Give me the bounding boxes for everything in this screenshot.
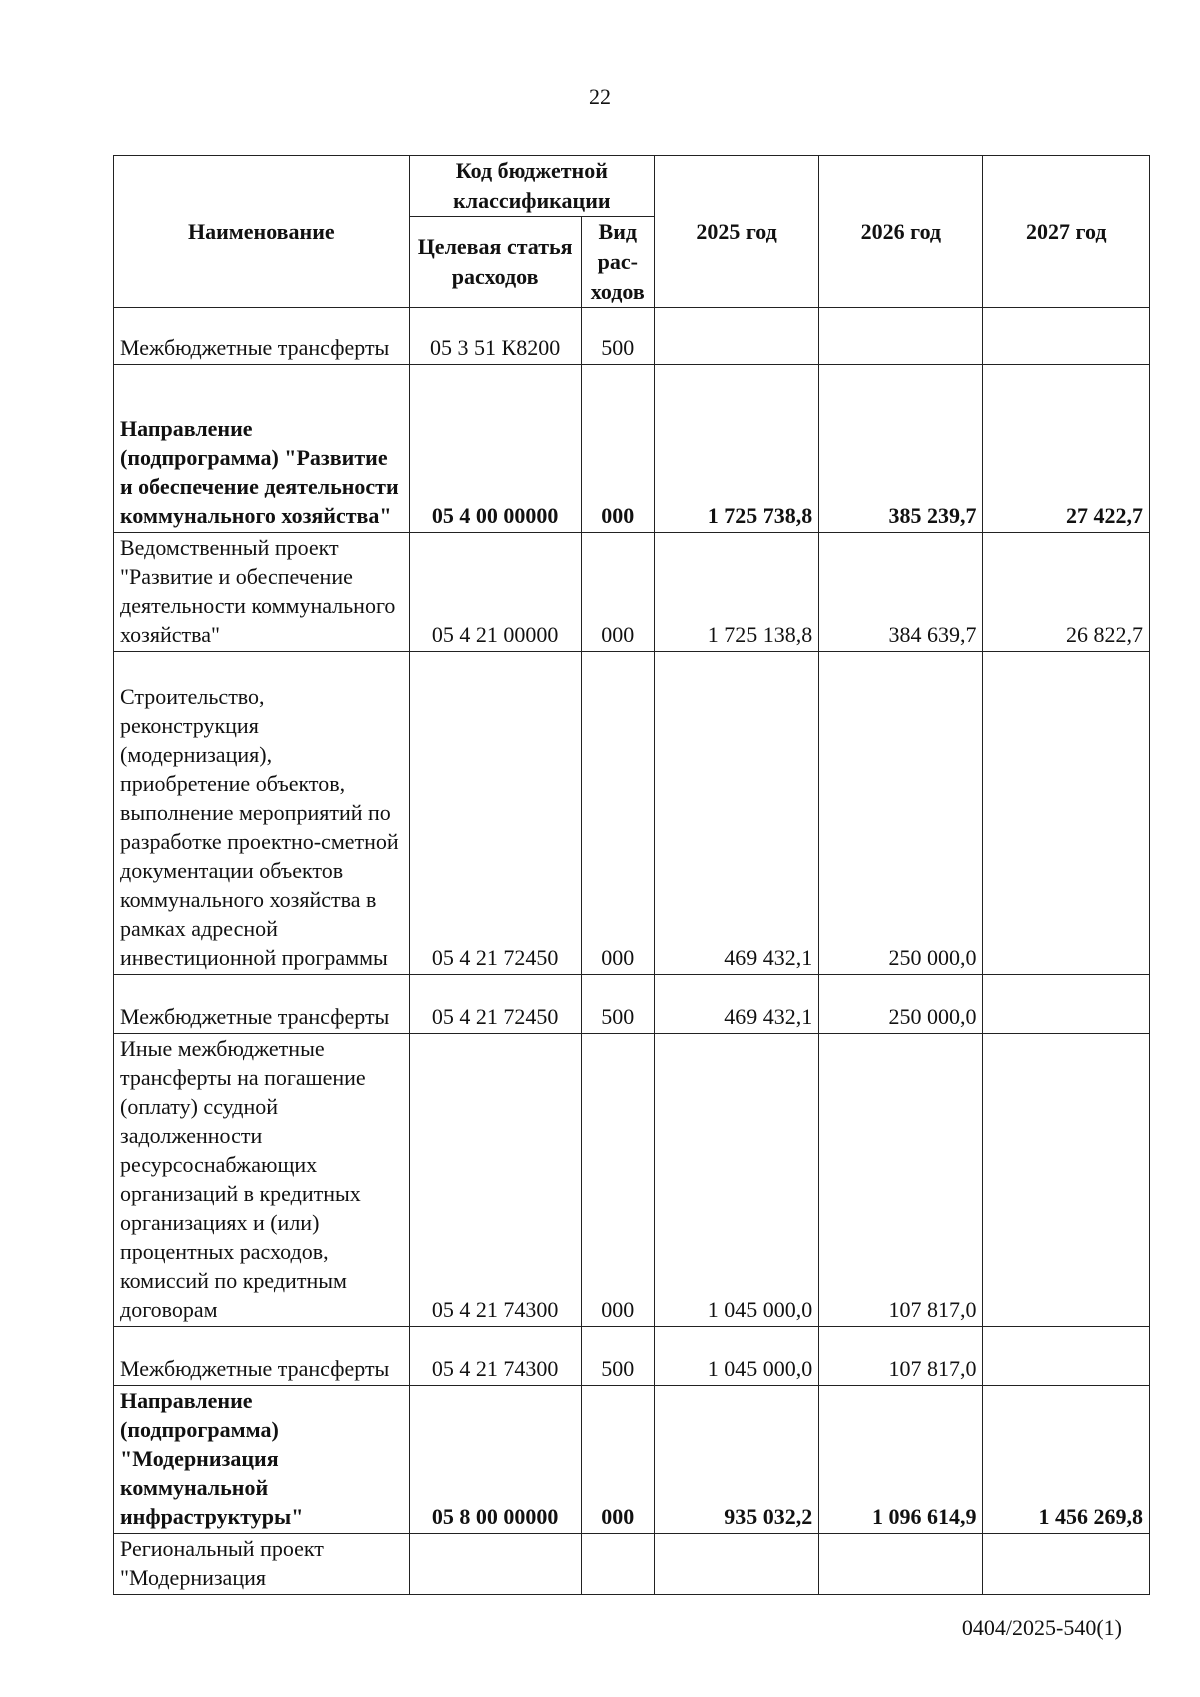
row-value-2026: 384 639,7 [819,533,983,652]
row-value-2027 [983,1327,1150,1386]
row-value-2026: 1 096 614,9 [819,1386,983,1534]
table-row [114,1534,1150,1595]
header-2025: 2025 год [654,156,818,308]
row-value-2027 [983,1034,1150,1327]
row-expense-type: 500 [581,1327,654,1386]
row-value-2027: 27 422,7 [983,365,1150,533]
row-expense-type: 000 [581,533,654,652]
row-name: Межбюджетные трансферты [114,1327,410,1386]
row-value-2027 [983,1534,1150,1595]
row-expense-type: 500 [581,308,654,365]
table-row [114,308,1150,365]
row-value-2027: 1 456 269,8 [983,1386,1150,1534]
row-target-code: 05 8 00 00000 [409,1386,581,1534]
row-value-2025 [654,308,818,365]
budget-table [113,155,1150,1595]
row-value-2027 [983,652,1150,975]
row-expense-type: 000 [581,365,654,533]
table-row [114,1327,1150,1386]
row-value-2025: 1 045 000,0 [654,1327,818,1386]
row-value-2025: 469 432,1 [654,975,818,1034]
header-expense-type: Вид рас-ходов [581,217,654,308]
row-value-2027 [983,308,1150,365]
row-value-2027: 26 822,7 [983,533,1150,652]
row-target-code: 05 4 21 72450 [409,975,581,1034]
row-value-2026: 385 239,7 [819,365,983,533]
row-value-2026 [819,1534,983,1595]
header-code-group: Код бюджетной классификации [409,156,654,217]
table-row [114,533,1150,652]
row-value-2025: 469 432,1 [654,652,818,975]
row-value-2027 [983,975,1150,1034]
row-value-2026: 107 817,0 [819,1327,983,1386]
table-row [114,1034,1150,1327]
row-expense-type: 500 [581,975,654,1034]
header-target-article: Целевая статья расходов [409,217,581,308]
row-name: Строительство, реконструкция (модернизация), приобретение объектов, выполнение мероприятий по разработке проектно-сметной документации объектов коммунального хозяйства в рамках адресной инвестиционной программы [114,652,410,975]
row-name: Направление (подпрограмма) "Развитие и обеспечение деятельности коммунального хозяйства" [114,365,410,533]
row-value-2025: 1 725 138,8 [654,533,818,652]
row-value-2026: 250 000,0 [819,652,983,975]
header-2026: 2026 год [819,156,983,308]
document-code: 0404/2025-540(1) [961,1615,1122,1640]
row-target-code: 05 4 21 74300 [409,1034,581,1327]
row-target-code: 05 3 51 К8200 [409,308,581,365]
header-name: Наименование [114,156,410,308]
row-value-2026: 250 000,0 [819,975,983,1034]
row-name: Направление (подпрограмма) "Модернизация коммунальной инфраструктуры" [114,1386,410,1534]
row-target-code: 05 4 00 00000 [409,365,581,533]
row-target-code: 05 4 21 00000 [409,533,581,652]
row-value-2025: 1 045 000,0 [654,1034,818,1327]
row-target-code: 05 4 21 72450 [409,652,581,975]
row-target-code: 05 4 21 74300 [409,1327,581,1386]
table-row [114,1386,1150,1534]
row-value-2025: 935 032,2 [654,1386,818,1534]
row-value-2026 [819,308,983,365]
row-target-code [409,1534,581,1595]
row-name: Межбюджетные трансферты [114,308,410,365]
row-value-2025: 1 725 738,8 [654,365,818,533]
row-expense-type: 000 [581,652,654,975]
row-expense-type: 000 [581,1386,654,1534]
row-name: Иные межбюджетные трансферты на погашение (оплату) ссудной задолженности ресурсоснабжающих организаций в кредитных организациях и (или) процентных расходов, комиссий по кредитным договорам [114,1034,410,1327]
row-value-2025 [654,1534,818,1595]
row-name: Ведомственный проект "Развитие и обеспечение деятельности коммунального хозяйства" [114,533,410,652]
header-2027: 2027 год [983,156,1150,308]
page-number: 22 [589,84,611,109]
row-name: Региональный проект "Модернизация [114,1534,410,1595]
row-value-2026: 107 817,0 [819,1034,983,1327]
table-row [114,365,1150,533]
row-expense-type: 000 [581,1034,654,1327]
table-row [114,652,1150,975]
row-name: Межбюджетные трансферты [114,975,410,1034]
table-row [114,975,1150,1034]
row-expense-type [581,1534,654,1595]
